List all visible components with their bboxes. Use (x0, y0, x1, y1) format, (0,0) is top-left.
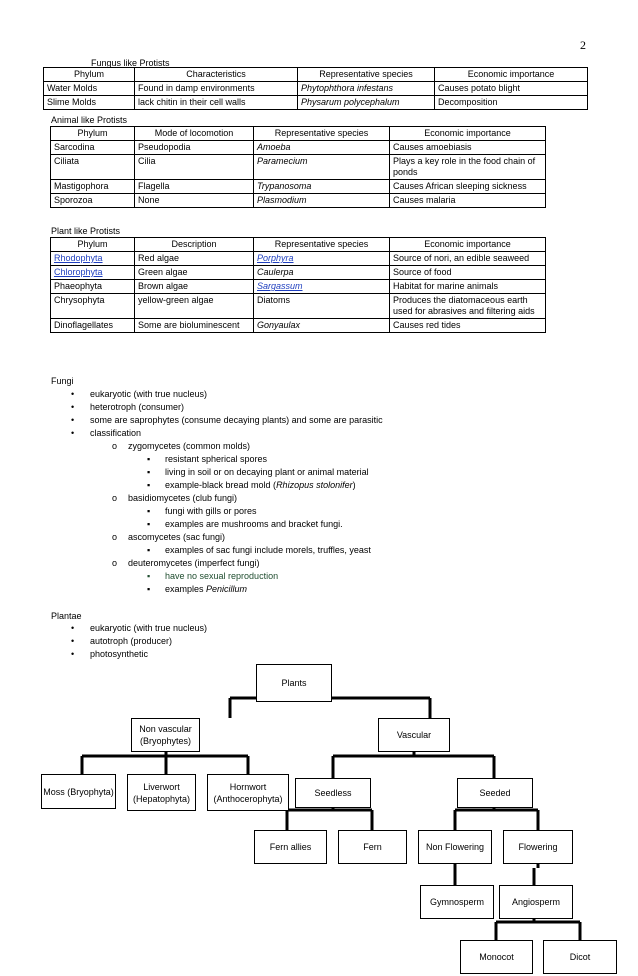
table-cell: Sporozoa (51, 194, 135, 208)
table-cell: Pseudopodia (135, 141, 254, 155)
species-cell: Caulerpa (254, 266, 390, 280)
list-text: autotroph (producer) (90, 636, 173, 646)
species-cell: Phytophthora infestans (298, 82, 435, 96)
table-cell: Plays a key role in the food chain of ponds (390, 155, 546, 180)
table-cell: Cilia (135, 155, 254, 180)
square-marker: ▪ (147, 467, 151, 477)
header-cell: Description (135, 238, 254, 252)
header-cell: Economic importance (390, 238, 546, 252)
header-cell: Representative species (298, 68, 435, 82)
list-text: examples of sac fungi include morels, truffles, yeast (165, 545, 371, 555)
table-cell: Causes potato blight (435, 82, 588, 96)
table-cell: Diatoms (254, 294, 390, 319)
fungus-like-caption: Fungus like Protists (91, 58, 170, 68)
list-text: examples are mushrooms and bracket fungi. (165, 519, 343, 529)
node-flowering: Flowering (503, 830, 573, 864)
square-marker: ▪ (147, 480, 151, 490)
list-text: heterotroph (consumer) (90, 402, 185, 412)
table-cell: Dinoflagellates (51, 319, 135, 333)
table-cell: Causes malaria (390, 194, 546, 208)
node-plants: Plants (256, 664, 332, 702)
list-text: deuteromycetes (imperfect fungi) (128, 558, 260, 568)
list-text: photosynthetic (90, 649, 149, 659)
circle-marker: o (112, 532, 118, 542)
square-marker: ▪ (147, 519, 151, 529)
table-cell: Sarcodina (51, 141, 135, 155)
node-fern-allies: Fern allies (254, 830, 327, 864)
table-cell: Mastigophora (51, 180, 135, 194)
bullet-marker: • (71, 402, 75, 412)
square-marker: ▪ (147, 454, 151, 464)
table-cell: Chrysophyta (51, 294, 135, 319)
connector-seeded (455, 808, 538, 830)
table-cell: Ciliata (51, 155, 135, 180)
connector-seedless (287, 808, 372, 830)
list-text: living in soil or on decaying plant or animal material (165, 467, 369, 477)
page-number: 2 (580, 38, 586, 52)
header-cell: Economic importance (435, 68, 588, 82)
phylum-link[interactable]: Chlorophyta (51, 266, 135, 280)
table-cell: Flagella (135, 180, 254, 194)
species-cell: Physarum polycephalum (298, 96, 435, 110)
bullet-marker: • (71, 389, 75, 399)
node-vascular: Vascular (378, 718, 450, 752)
bullet-marker: • (71, 649, 75, 659)
species-name: Penicillum (206, 584, 248, 594)
header-cell: Phylum (51, 127, 135, 141)
node-monocot: Monocot (460, 940, 533, 974)
header-cell: Representative species (254, 238, 390, 252)
table-cell: Causes red tides (390, 319, 546, 333)
connector-vascular (333, 752, 494, 778)
square-marker: ▪ (147, 506, 151, 516)
header-cell: Characteristics (135, 68, 298, 82)
bullet-marker: • (71, 636, 75, 646)
species-name: Rhizopus stolonifer (276, 480, 353, 490)
node-gymnosperm: Gymnosperm (420, 885, 494, 919)
table-cell: Source of nori, an edible seaweed (390, 252, 546, 266)
table-cell: Produces the diatomaceous earth used for abrasives and filtering aids (390, 294, 546, 319)
table-cell: Green algae (135, 266, 254, 280)
node-fern: Fern (338, 830, 407, 864)
table-cell: Some are bioluminescent (135, 319, 254, 333)
list-text: ) (352, 480, 356, 490)
list-text: have no sexual reproduction (165, 571, 279, 581)
bullet-marker: • (71, 415, 75, 425)
list-text: ascomycetes (sac fungi) (128, 532, 226, 542)
header-cell: Phylum (51, 238, 135, 252)
species-cell: Trypanosoma (254, 180, 390, 194)
table-cell: Found in damp environments (135, 82, 298, 96)
connector-flowering (534, 864, 538, 885)
header-cell: Representative species (254, 127, 390, 141)
list-text: zygomycetes (common molds) (128, 441, 251, 451)
header-cell: Mode of locomotion (135, 127, 254, 141)
header-cell: Economic importance (390, 127, 546, 141)
table-cell: Slime Molds (44, 96, 135, 110)
species-cell: Plasmodium (254, 194, 390, 208)
circle-marker: o (112, 558, 118, 568)
circle-marker: o (112, 441, 118, 451)
table-cell: Phaeophyta (51, 280, 135, 294)
node-nonvascular: Non vascular (Bryophytes) (131, 718, 200, 752)
list-text: some are saprophytes (consume decaying plants) and some are parasitic (90, 415, 383, 425)
list-text: classification (90, 428, 142, 438)
fungi-title: Fungi (51, 376, 74, 386)
node-hornwort: Hornwort (Anthocerophyta) (207, 774, 289, 811)
node-dicot: Dicot (543, 940, 617, 974)
phylum-link[interactable]: Rhodophyta (51, 252, 135, 266)
node-seeded: Seeded (457, 778, 533, 808)
table-cell: Water Molds (44, 82, 135, 96)
table-cell: None (135, 194, 254, 208)
table-cell: Source of food (390, 266, 546, 280)
species-cell: Paramecium (254, 155, 390, 180)
connector-nonvascular (82, 752, 248, 774)
header-cell: Phylum (44, 68, 135, 82)
list-text: resistant spherical spores (165, 454, 268, 464)
table-cell: Causes African sleeping sickness (390, 180, 546, 194)
table-cell: Brown algae (135, 280, 254, 294)
node-liverwort: Liverwort (Hepatophyta) (127, 774, 196, 811)
table-cell: Red algae (135, 252, 254, 266)
species-link[interactable]: Sargassum (254, 280, 390, 294)
table-cell: Decomposition (435, 96, 588, 110)
list-text: eukaryotic (with true nucleus) (90, 623, 208, 633)
table-cell: yellow-green algae (135, 294, 254, 319)
list-text: basidiomycetes (club fungi) (128, 493, 238, 503)
plant-like-caption: Plant like Protists (51, 226, 121, 236)
square-marker: ▪ (147, 545, 151, 555)
plantae-title: Plantae (51, 611, 82, 621)
list-text: fungi with gills or pores (165, 506, 257, 516)
animal-like-caption: Animal like Protists (51, 115, 128, 125)
list-text: eukaryotic (with true nucleus) (90, 389, 208, 399)
node-angiosperm: Angiosperm (499, 885, 573, 919)
node-moss: Moss (Bryophyta) (41, 774, 116, 809)
species-cell: Amoeba (254, 141, 390, 155)
table-cell: Causes amoebiasis (390, 141, 546, 155)
table-cell: lack chitin in their cell walls (135, 96, 298, 110)
bullet-marker: • (71, 623, 75, 633)
connector-angiosperm (496, 919, 580, 940)
square-marker: ▪ (147, 571, 151, 581)
species-cell: Gonyaulax (254, 319, 390, 333)
bullet-marker: • (71, 428, 75, 438)
circle-marker: o (112, 493, 118, 503)
node-seedless: Seedless (295, 778, 371, 808)
list-text: example-black bread mold ( (165, 480, 277, 490)
list-text: examples (165, 584, 207, 594)
table-cell: Habitat for marine animals (390, 280, 546, 294)
square-marker: ▪ (147, 584, 151, 594)
species-link[interactable]: Porphyra (254, 252, 390, 266)
node-non-flowering: Non Flowering (418, 830, 492, 864)
